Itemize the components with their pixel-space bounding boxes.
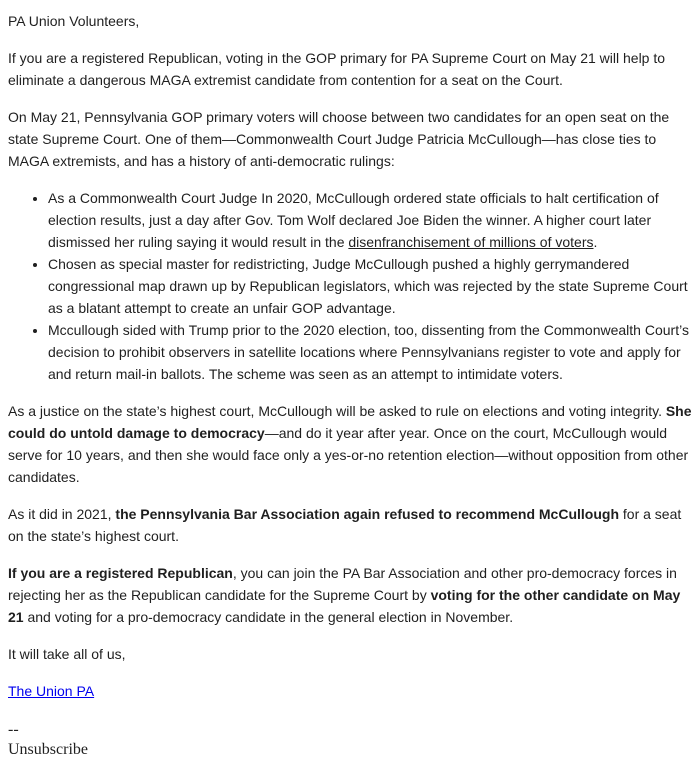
justice-text-post: —and do it year after year. Once on the court, McCullough would serve for 10 years, and then she would face only a yes-or-no retention election—without opposition from other candidates. (8, 425, 689, 485)
unsubscribe-link[interactable]: Unsubscribe (8, 741, 88, 758)
justice-paragraph (8, 400, 692, 488)
bar-text-post: for a seat on the state’s highest court. (8, 506, 682, 544)
ruling-item-text-pre: As a Commonwealth Court Judge In 2020, McCullough ordered state officials to halt certification of election results, just a day after Gov. Tom Wolf declared Joe Biden the winner. A higher court later dismissed her ruling saying it would result in the (48, 190, 659, 250)
untold-damage-bold: She could do untold damage to democracy (8, 403, 692, 441)
closing-text: It will take all of us, (8, 646, 126, 662)
signature-line (8, 680, 692, 702)
cta-text-mid: , you can join the PA Bar Association and other pro-democracy forces in rejecting her as the Republican candidate for the Supreme Court by (8, 565, 677, 603)
intro-paragraph: If you are a registered Republican, voting in the GOP primary for PA Supreme Court on May 21 will help to eliminate a dangerous MAGA extremist candidate from contention for a seat on the Court. (8, 50, 666, 88)
ruling-item-text-post: . (593, 234, 598, 250)
ruling-item-observers: • Mccullough sided with Trump prior to the 2020 election, too, dissenting from the Commonwealth Court’s decision to prohibit observers in satellite locations where Pennsylvanians register to vote and apply for and return mail-in ballots. The scheme was seen as an attempt to intimidate voters. (48, 319, 692, 385)
registered-republican-bold: If you are a registered Republican (8, 565, 233, 581)
cta-paragraph (8, 562, 692, 628)
union-pa-link[interactable]: The Union PA (8, 683, 95, 699)
bar-text-pre: As it did in 2021, (8, 506, 116, 522)
disenfranchisement-link[interactable]: disenfranchisement of millions of voters (348, 234, 594, 250)
ruling-item-certification (48, 187, 692, 253)
bar-association-paragraph (8, 503, 692, 547)
signature-separator: -- (8, 721, 19, 738)
overview-paragraph: On May 21, Pennsylvania GOP primary voters will choose between two candidates for an open seat on the state Supreme Court. One of them—Commonwealth Court Judge Patricia McCullough—has close ties to MAGA extremists, and has a history of anti-democratic rulings: (8, 109, 670, 169)
vote-other-candidate-bold: voting for the other candidate on May 21 (8, 587, 681, 625)
ruling-item-redistricting: • Chosen as special master for redistricting, Judge McCullough pushed a highly gerrymandered congressional map drawn up by Republican legislators, which was rejected by the state Supreme Court as a blatant attempt to create an unfair GOP advantage. (48, 253, 692, 319)
rulings-list (8, 187, 692, 385)
footer-block (8, 720, 692, 760)
salutation: PA Union Volunteers, (8, 13, 140, 29)
cta-text-post: and voting for a pro-democracy candidate in the general election in November. (23, 609, 514, 625)
bar-refused-bold: the Pennsylvania Bar Association again refused to recommend McCullough (115, 506, 619, 522)
justice-text-pre: As a justice on the state’s highest court, McCullough will be asked to rule on elections and voting integrity. (8, 403, 666, 419)
